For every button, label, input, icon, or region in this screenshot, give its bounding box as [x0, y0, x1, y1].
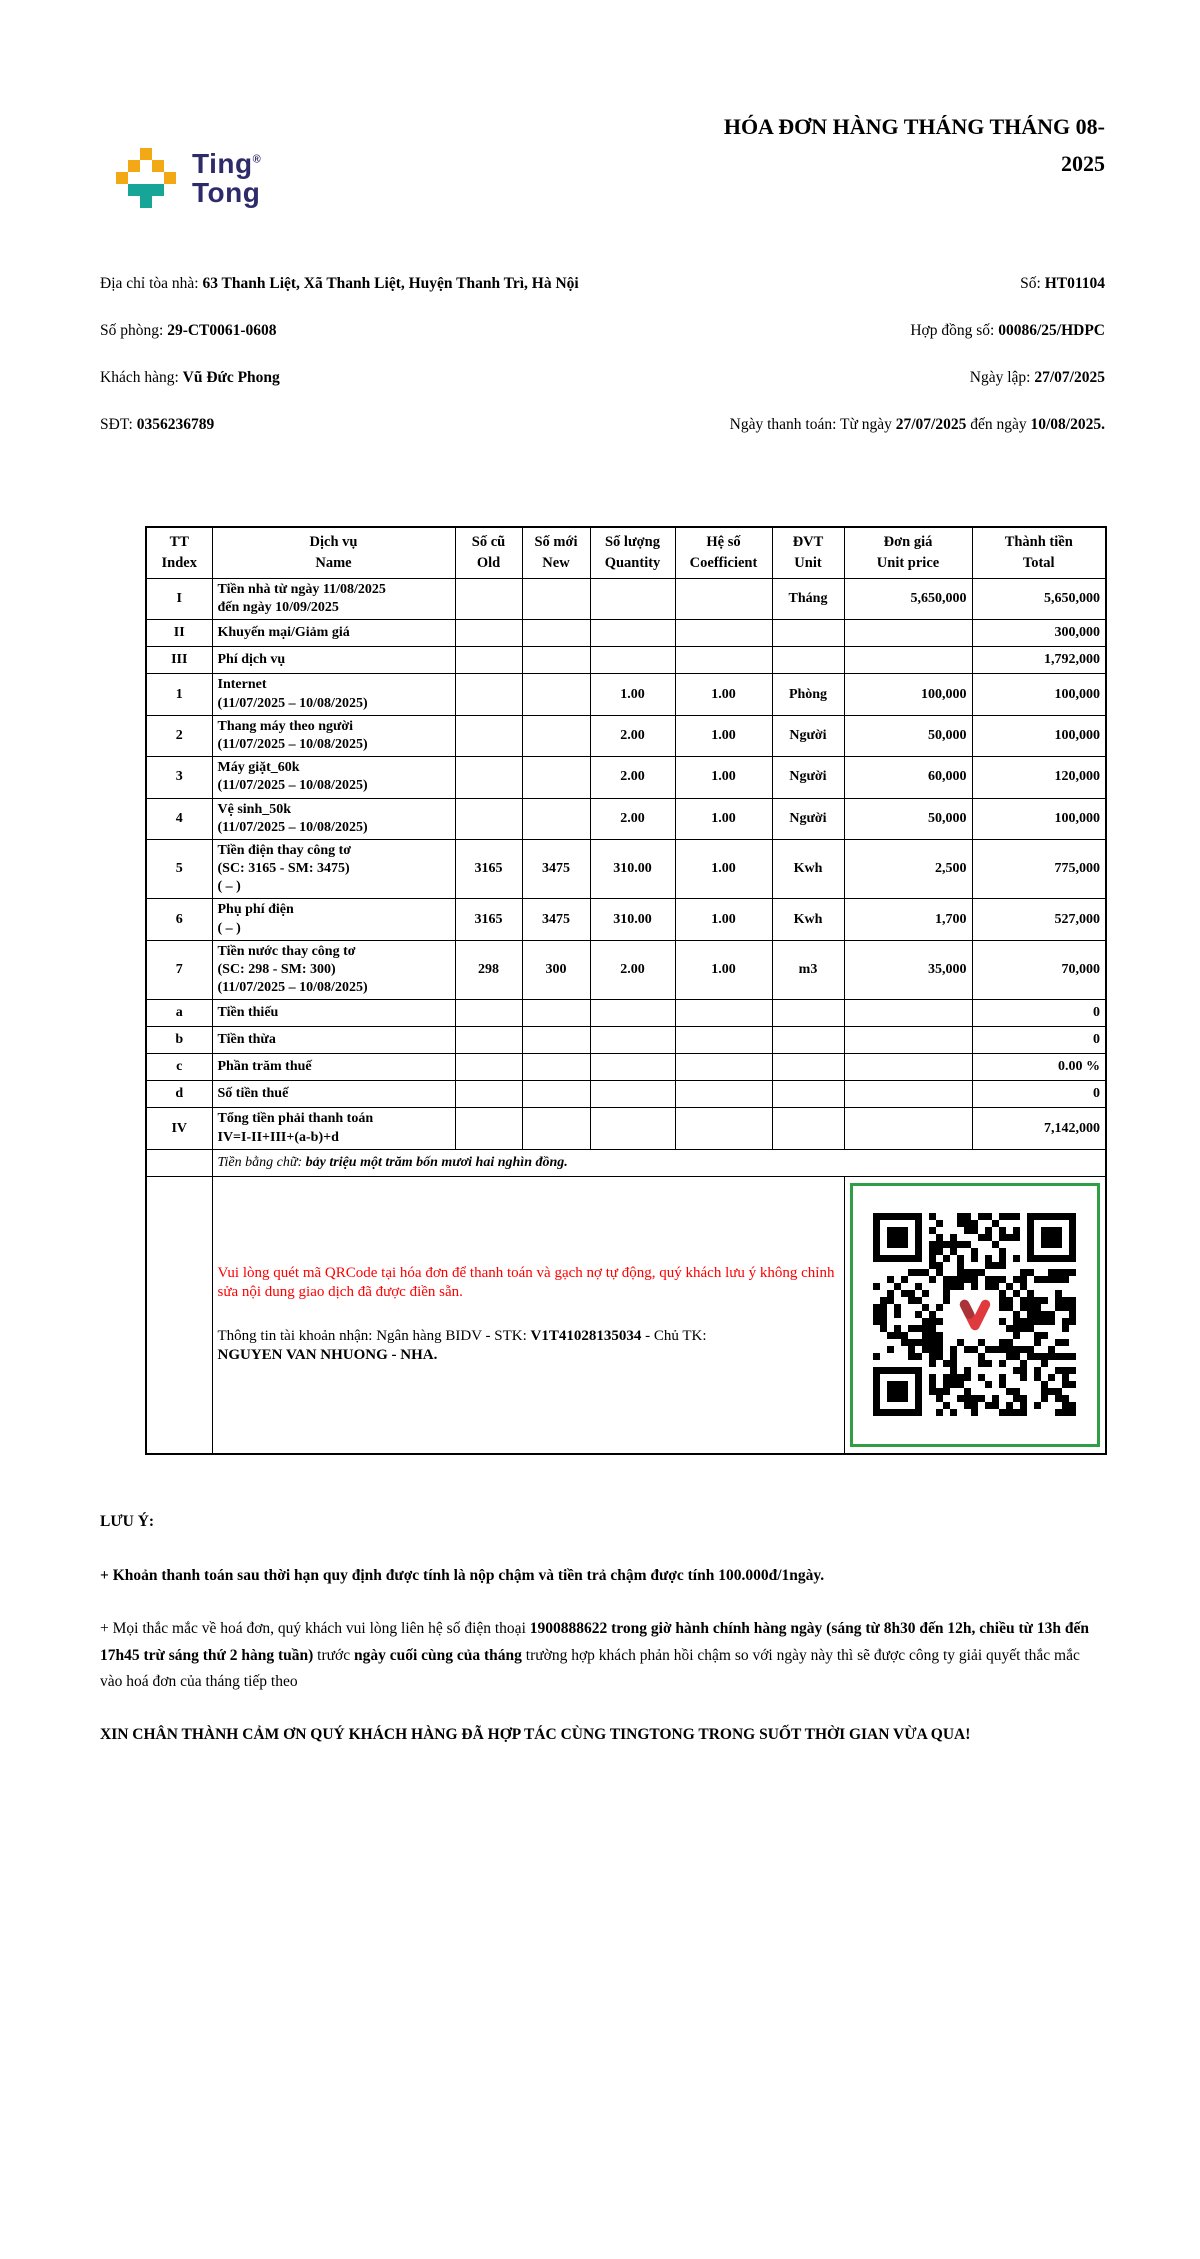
- cell-service-name: Vệ sinh_50k (11/07/2025 – 10/08/2025): [212, 798, 455, 839]
- cell-unit: Người: [772, 798, 844, 839]
- cell-unit: [772, 1054, 844, 1081]
- cell-quantity: 2.00: [590, 798, 675, 839]
- cell-old-reading: [455, 1054, 522, 1081]
- table-row: [146, 674, 1106, 715]
- cell-coefficient: [675, 1027, 772, 1054]
- cell-quantity: [590, 1108, 675, 1149]
- table-row: [146, 757, 1106, 798]
- cell-unit: Kwh: [772, 839, 844, 899]
- cell-new-reading: [522, 1027, 590, 1054]
- cell-total: 7,142,000: [972, 1108, 1106, 1149]
- cell-unit: m3: [772, 940, 844, 1000]
- cell-old-reading: [455, 674, 522, 715]
- notes-heading: LƯU Ý:: [100, 1512, 155, 1530]
- cell-service-name: Phần trăm thuế: [212, 1054, 455, 1081]
- cell-unit-price: 5,650,000: [844, 579, 972, 620]
- logo-pixel: [116, 172, 128, 184]
- customer-name: Khách hàng: Vũ Đức Phong: [100, 369, 280, 386]
- table-header-row: [146, 527, 1106, 579]
- cell-service-name: Tiền thiếu: [212, 1000, 455, 1027]
- logo-pixel: [128, 184, 140, 196]
- cell-new-reading: [522, 620, 590, 647]
- cell-unit: Tháng: [772, 579, 844, 620]
- cell-unit-price: 2,500: [844, 839, 972, 899]
- payment-period: Ngày thanh toán: Từ ngày 27/07/2025 đến ngày 10/08/2025.: [729, 416, 1105, 433]
- cell-quantity: 2.00: [590, 757, 675, 798]
- cell-new-reading: [522, 1108, 590, 1149]
- cell-index: 4: [146, 798, 212, 839]
- table-row: [146, 1081, 1106, 1108]
- cell-service-name: Phụ phí điện ( – ): [212, 899, 455, 940]
- invoice-info: [100, 264, 1105, 452]
- cell-coefficient: 1.00: [675, 839, 772, 899]
- cell-service-name: Số tiền thuế: [212, 1081, 455, 1108]
- cell-unit: Người: [772, 757, 844, 798]
- cell-old-reading: [455, 757, 522, 798]
- cell-total: 527,000: [972, 899, 1106, 940]
- cell-service-name: Internet (11/07/2025 – 10/08/2025): [212, 674, 455, 715]
- cell-quantity: 2.00: [590, 715, 675, 756]
- cell-empty: [146, 1149, 212, 1176]
- cell-old-reading: [455, 1108, 522, 1149]
- cell-total: 0: [972, 1081, 1106, 1108]
- cell-quantity: 2.00: [590, 940, 675, 1000]
- cell-quantity: [590, 579, 675, 620]
- cell-total: 5,650,000: [972, 579, 1106, 620]
- cell-unit-price: 50,000: [844, 798, 972, 839]
- cell-old-reading: [455, 647, 522, 674]
- table-row: [146, 940, 1106, 1000]
- customer-info: [100, 264, 585, 452]
- cell-total: 100,000: [972, 798, 1106, 839]
- qr-code-cell: [844, 1176, 1106, 1454]
- cell-index: d: [146, 1081, 212, 1108]
- table-row: [146, 647, 1106, 674]
- table-row: [146, 798, 1106, 839]
- cell-unit-price: [844, 1054, 972, 1081]
- cell-service-name: Tiền điện thay công tơ (SC: 3165 - SM: 3475) ( – ): [212, 839, 455, 899]
- column-header: Số lượng Quantity: [590, 527, 675, 579]
- cell-new-reading: [522, 1054, 590, 1081]
- cell-old-reading: [455, 1027, 522, 1054]
- cell-new-reading: [522, 757, 590, 798]
- cell-quantity: 310.00: [590, 899, 675, 940]
- room-number: Số phòng: 29-CT0061-0608: [100, 322, 277, 339]
- cell-old-reading: [455, 579, 522, 620]
- cell-coefficient: 1.00: [675, 899, 772, 940]
- table-row: [146, 1000, 1106, 1027]
- cell-unit: [772, 1081, 844, 1108]
- cell-unit-price: [844, 620, 972, 647]
- cell-unit: [772, 647, 844, 674]
- logo-pixel: [140, 184, 152, 196]
- cell-coefficient: [675, 647, 772, 674]
- cell-quantity: 1.00: [590, 674, 675, 715]
- cell-old-reading: [455, 1000, 522, 1027]
- cell-index: 7: [146, 940, 212, 1000]
- cell-unit: [772, 620, 844, 647]
- cell-new-reading: [522, 798, 590, 839]
- cell-old-reading: 298: [455, 940, 522, 1000]
- cell-old-reading: 3165: [455, 839, 522, 899]
- cell-new-reading: [522, 715, 590, 756]
- cell-index: 2: [146, 715, 212, 756]
- cell-new-reading: [522, 1081, 590, 1108]
- qr-instruction-text: Vui lòng quét mã QRCode tại hóa đơn để thanh toán và gạch nợ tự động, quý khách lưu ý không chỉnh sửa nội dung giao dịch đã được điền sẵn.: [217, 1264, 835, 1301]
- invoice-meta: [675, 264, 1105, 452]
- cell-coefficient: 1.00: [675, 798, 772, 839]
- payment-qr-row: [146, 1176, 1106, 1454]
- cell-old-reading: [455, 715, 522, 756]
- cell-total: 100,000: [972, 715, 1106, 756]
- cell-old-reading: [455, 1081, 522, 1108]
- logo-pixel: [152, 184, 164, 196]
- issue-date: Ngày lập: 27/07/2025: [969, 369, 1105, 386]
- cell-unit: Kwh: [772, 899, 844, 940]
- tingtong-logo: [116, 148, 261, 208]
- column-header: Thành tiền Total: [972, 527, 1106, 579]
- cell-new-reading: 3475: [522, 899, 590, 940]
- column-header: Đơn giá Unit price: [844, 527, 972, 579]
- cell-total: 0.00 %: [972, 1054, 1106, 1081]
- cell-service-name: Tổng tiền phải thanh toán IV=I-II+III+(a-b)+d: [212, 1108, 455, 1149]
- cell-unit: [772, 1108, 844, 1149]
- cell-service-name: Tiền nước thay công tơ (SC: 298 - SM: 300) (11/07/2025 – 10/08/2025): [212, 940, 455, 1000]
- cell-coefficient: [675, 620, 772, 647]
- cell-unit-price: [844, 1000, 972, 1027]
- cell-service-name: Khuyến mại/Giảm giá: [212, 620, 455, 647]
- amount-in-words-row: [146, 1149, 1106, 1176]
- cell-total: 70,000: [972, 940, 1106, 1000]
- logo-pixel: [152, 160, 164, 172]
- cell-unit-price: 50,000: [844, 715, 972, 756]
- invoice-header: [100, 96, 1105, 208]
- cell-old-reading: [455, 620, 522, 647]
- column-header: Hệ số Coefficient: [675, 527, 772, 579]
- table-row: [146, 579, 1106, 620]
- hotline-note: + Mọi thắc mắc về hoá đơn, quý khách vui lòng liên hệ số điện thoại 1900888622 trong giờ hành chính hàng ngày (sáng từ 8h30 đến 12h, chiều từ 13h đến 17h45 trừ sáng thứ 2 hàng tuần) trước ngày cuối cùng của tháng trường hợp khách phản hồi chậm so với ngày này thì sẽ được công ty giải quyết thắc mắc vào hoá đơn của tháng tiếp theo: [100, 1620, 1089, 1691]
- thank-you-note: XIN CHÂN THÀNH CẢM ƠN QUÝ KHÁCH HÀNG ĐÃ HỢP TÁC CÙNG TINGTONG TRONG SUỐT THỜI GIAN VỪA QUA!: [100, 1726, 971, 1744]
- logo-pixel: [164, 172, 176, 184]
- cell-quantity: [590, 1027, 675, 1054]
- tingtong-logo-icon: [116, 148, 176, 208]
- bank-account-info: Thông tin tài khoản nhận: Ngân hàng BIDV - STK: V1T41028135034 - Chủ TK: NGUYEN VAN NHUONG - NHA.: [217, 1327, 707, 1364]
- payment-instructions: [212, 1176, 844, 1454]
- tingtong-logo-text: Ting® Tong: [192, 148, 262, 208]
- amount-in-words: Tiền bằng chữ: bảy triệu một trăm bốn mươi hai nghìn đồng.: [212, 1149, 1106, 1176]
- table-row: [146, 1054, 1106, 1081]
- cell-index: c: [146, 1054, 212, 1081]
- cell-total: 100,000: [972, 674, 1106, 715]
- cell-new-reading: 3475: [522, 839, 590, 899]
- cell-index: III: [146, 647, 212, 674]
- logo-pixel: [140, 196, 152, 208]
- cell-new-reading: [522, 1000, 590, 1027]
- cell-service-name: Phí dịch vụ: [212, 647, 455, 674]
- column-header: TT Index: [146, 527, 212, 579]
- cell-coefficient: 1.00: [675, 940, 772, 1000]
- cell-old-reading: 3165: [455, 899, 522, 940]
- cell-new-reading: [522, 647, 590, 674]
- cell-empty: [146, 1176, 212, 1454]
- cell-new-reading: 300: [522, 940, 590, 1000]
- cell-unit-price: [844, 1081, 972, 1108]
- invoice-title: HÓA ĐƠN HÀNG THÁNG THÁNG 08- 2025: [723, 114, 1105, 176]
- column-header: Số mới New: [522, 527, 590, 579]
- building-address: Địa chỉ tòa nhà: 63 Thanh Liệt, Xã Thanh Liệt, Huyện Thanh Trì, Hà Nội: [100, 275, 579, 292]
- invoice-number: Số: HT01104: [1020, 275, 1105, 292]
- cell-unit: Phòng: [772, 674, 844, 715]
- cell-total: 300,000: [972, 620, 1106, 647]
- cell-index: II: [146, 620, 212, 647]
- cell-total: 0: [972, 1000, 1106, 1027]
- cell-unit-price: [844, 1108, 972, 1149]
- cell-quantity: [590, 1000, 675, 1027]
- customer-phone: SĐT: 0356236789: [100, 416, 215, 433]
- cell-quantity: [590, 1081, 675, 1108]
- cell-unit-price: [844, 1027, 972, 1054]
- column-header: Dịch vụ Name: [212, 527, 455, 579]
- cell-coefficient: [675, 579, 772, 620]
- invoice-notes: [100, 1509, 1100, 1749]
- cell-unit-price: 100,000: [844, 674, 972, 715]
- payment-qr-code: [850, 1183, 1101, 1447]
- cell-quantity: [590, 620, 675, 647]
- vietqr-v-icon: [952, 1292, 998, 1338]
- cell-service-name: Thang máy theo người (11/07/2025 – 10/08/2025): [212, 715, 455, 756]
- cell-coefficient: [675, 1081, 772, 1108]
- table-row: [146, 839, 1106, 899]
- cell-index: 5: [146, 839, 212, 899]
- table-row: [146, 620, 1106, 647]
- table-row: [146, 1108, 1106, 1149]
- table-row: [146, 715, 1106, 756]
- table-row: [146, 1027, 1106, 1054]
- cell-unit-price: [844, 647, 972, 674]
- cell-coefficient: [675, 1000, 772, 1027]
- cell-total: 120,000: [972, 757, 1106, 798]
- late-payment-note: + Khoản thanh toán sau thời hạn quy định được tính là nộp chậm và tiền trả chậm được tính 100.000đ/1ngày.: [100, 1567, 825, 1585]
- logo-pixel: [140, 148, 152, 160]
- cell-index: I: [146, 579, 212, 620]
- cell-unit-price: 1,700: [844, 899, 972, 940]
- table-row: [146, 899, 1106, 940]
- cell-index: 1: [146, 674, 212, 715]
- cell-unit-price: 60,000: [844, 757, 972, 798]
- cell-total: 1,792,000: [972, 647, 1106, 674]
- column-header: ĐVT Unit: [772, 527, 844, 579]
- cell-unit: Người: [772, 715, 844, 756]
- cell-index: 6: [146, 899, 212, 940]
- cell-new-reading: [522, 579, 590, 620]
- cell-index: b: [146, 1027, 212, 1054]
- cell-index: a: [146, 1000, 212, 1027]
- cell-service-name: Tiền nhà từ ngày 11/08/2025 đến ngày 10/09/2025: [212, 579, 455, 620]
- cell-total: 0: [972, 1027, 1106, 1054]
- cell-coefficient: 1.00: [675, 757, 772, 798]
- cell-old-reading: [455, 798, 522, 839]
- contract-number: Hợp đồng số: 00086/25/HDPC: [910, 322, 1105, 339]
- cell-service-name: Tiền thừa: [212, 1027, 455, 1054]
- column-header: Số cũ Old: [455, 527, 522, 579]
- cell-coefficient: [675, 1054, 772, 1081]
- cell-quantity: 310.00: [590, 839, 675, 899]
- cell-unit: [772, 1027, 844, 1054]
- cell-quantity: [590, 647, 675, 674]
- cell-quantity: [590, 1054, 675, 1081]
- cell-index: IV: [146, 1108, 212, 1149]
- logo-pixel: [128, 160, 140, 172]
- cell-index: 3: [146, 757, 212, 798]
- cell-service-name: Máy giặt_60k (11/07/2025 – 10/08/2025): [212, 757, 455, 798]
- cell-unit-price: 35,000: [844, 940, 972, 1000]
- cell-coefficient: 1.00: [675, 715, 772, 756]
- charges-table: [145, 526, 1107, 1455]
- cell-new-reading: [522, 674, 590, 715]
- cell-coefficient: 1.00: [675, 674, 772, 715]
- cell-total: 775,000: [972, 839, 1106, 899]
- cell-unit: [772, 1000, 844, 1027]
- cell-coefficient: [675, 1108, 772, 1149]
